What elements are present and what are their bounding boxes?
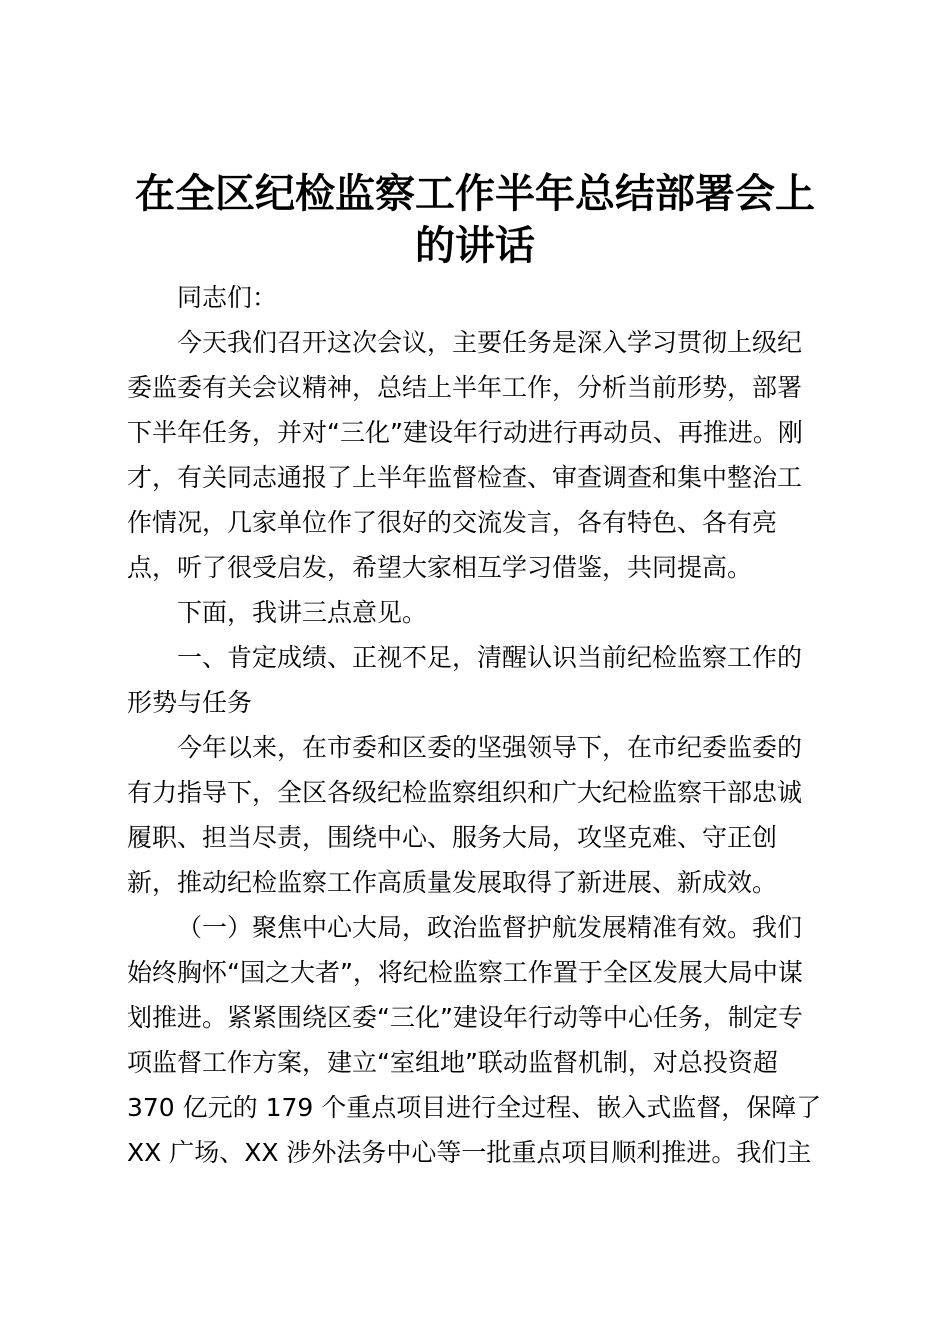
paragraph-line: 新，推动纪检监察工作高质量发展取得了新进展、新成效。 xyxy=(127,868,778,897)
paragraph-line: XX 广场、XX 涉外法务中心等一批重点项目顺利推进。我们主 xyxy=(127,1138,812,1167)
paragraph-line: 履职、担当尽责，围绕中心、服务大局，攻坚克难、守正创 xyxy=(127,823,778,852)
paragraph-line: 才，有关同志通报了上半年监督检查、审查调查和集中整治工 xyxy=(127,463,803,492)
section-heading-line: 形势与任务 xyxy=(127,688,253,717)
paragraph-line: 点，听了很受启发，希望大家相互学习借鉴，共同提高。 xyxy=(127,553,753,582)
paragraph-line: 委监委有关会议精神，总结上半年工作，分析当前形势，部署 xyxy=(127,373,803,402)
paragraph-line: 今天我们召开这次会议，主要任务是深入学习贯彻上级纪 xyxy=(177,328,803,357)
document-title-line-2: 的讲话 xyxy=(415,222,535,269)
paragraph-line: 今年以来，在市委和区委的坚强领导下，在市纪委监委的 xyxy=(177,733,803,762)
salutation: 同志们： xyxy=(177,283,278,312)
paragraph-line: 有力指导下，全区各级纪检监察组织和广大纪检监察干部忠诚 xyxy=(127,778,803,807)
paragraph-line: 始终胸怀“国之大者”，将纪检监察工作置于全区发展大局中谋 xyxy=(127,958,803,987)
paragraph-line: 划推进。紧紧围绕区委“三化”建设年行动等中心任务，制定专 xyxy=(127,1003,803,1032)
paragraph-line: （一）聚焦中心大局，政治监督护航发展精准有效。我们 xyxy=(177,913,803,942)
paragraph-line: 下半年任务，并对“三化”建设年行动进行再动员、再推进。刚 xyxy=(127,418,803,447)
section-heading-line: 一、肯定成绩、正视不足，清醒认识当前纪检监察工作的 xyxy=(177,643,803,672)
paragraph-line: 下面，我讲三点意见。 xyxy=(177,598,428,627)
paragraph-line: 作情况，几家单位作了很好的交流发言，各有特色、各有亮 xyxy=(127,508,778,537)
paragraph-line: 370 亿元的 179 个重点项目进行全过程、嵌入式监督，保障了 xyxy=(127,1093,822,1122)
document-title-line-1: 在全区纪检监察工作半年总结部署会上 xyxy=(135,170,815,217)
paragraph-line: 项监督工作方案，建立“室组地”联动监督机制，对总投资超 xyxy=(127,1048,778,1077)
